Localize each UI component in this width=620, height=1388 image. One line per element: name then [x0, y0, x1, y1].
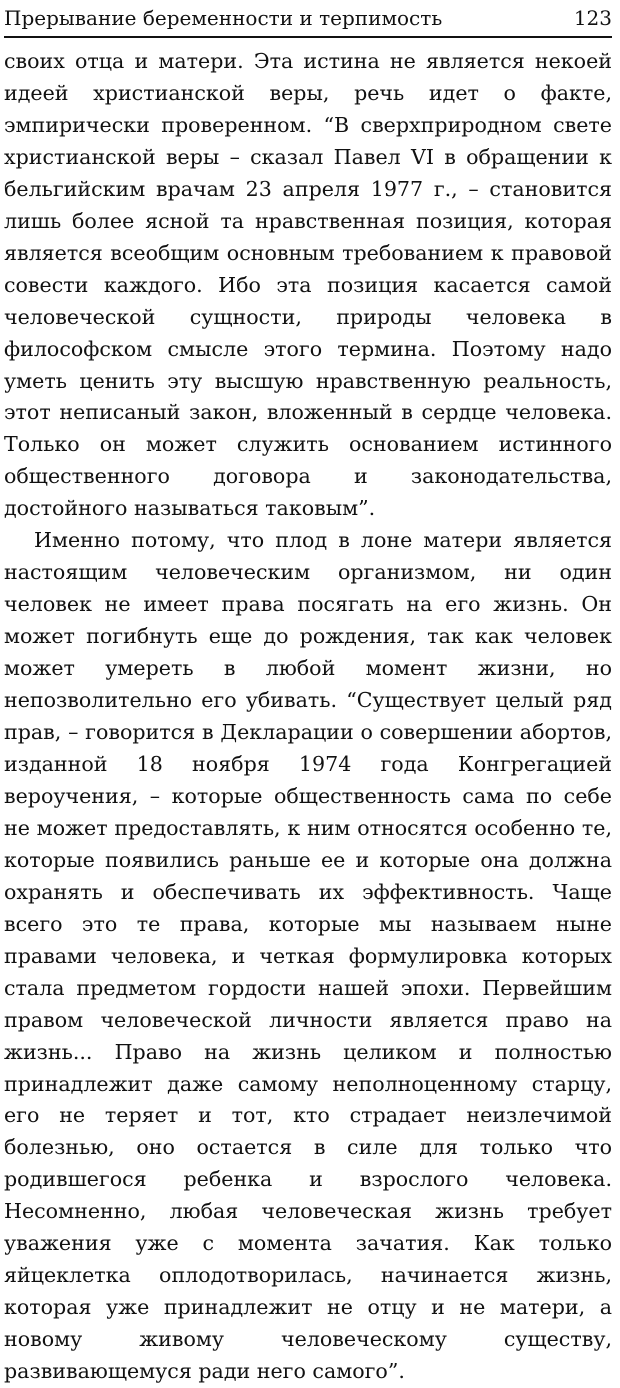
running-title: Прерывание беременности и терпимость: [4, 6, 443, 30]
paragraph-continued: своих отца и матери. Эта истина не является некоей идеей христианской веры, речь идет о факте, эмпирически проверенном. “В сверхприродном свете христианской веры – сказал Павел VI в обращении к бельгийским врачам 23 апреля 1977 г., – становится лишь более ясной та нравственная позиция, которая является всеобщим основным требованием к правовой совести каждого. Ибо эта позиция касается самой человеческой сущности, природы человека в философском смысле этого термина. Поэтому надо уметь ценить эту высшую нравственную реальность, этот неписаный закон, вложенный в сердце человека. Только он может служить основанием истинного общественного договора и законодательства, достойного называться таковым”.: [4, 49, 612, 521]
paragraph: Именно потому, что плод в лоне матери является настоящим человеческим организмом, ни один человек не имеет права посягать на его жизнь. Он может погибнуть еще до рождения, так как человек может умереть в любой момент жизни, но непозволительно его убивать. “Существует целый ряд прав, – говорится в Декларации о совершении абортов, изданной 18 ноября 1974 года Конгрегацией вероучения, – которые общественность сама по себе не может предоставлять, к ним относятся особенно те, которые появились раньше ее и которые она должна охранять и обеспечивать их эффективность. Чаще всего это те права, которые мы называем ныне правами человека, и четкая формулировка которых стала предметом гордости нашей эпохи. Первейшим правом человеческой личности является право на жизнь... Право на жизнь целиком и полностью принадлежит даже самому неполноценному старцу, его не теряет и тот, кто страдает неизлечимой болезнью, оно остается в силе для только что родившегося ребенка и взрослого человека. Несомненно, любая человеческая жизнь требует уважения уже с момента зачатия. Как только яйцеклетка оплодотворилась, начинается жизнь, которая уже принадлежит не отцу и не матери, а новому живому человеческому существу, развивающемуся ради него самого”.: [4, 528, 612, 1384]
header-rule: [4, 36, 612, 38]
running-header: [4, 0, 612, 30]
page-number: 123: [573, 6, 612, 30]
body-text: [4, 46, 612, 1388]
